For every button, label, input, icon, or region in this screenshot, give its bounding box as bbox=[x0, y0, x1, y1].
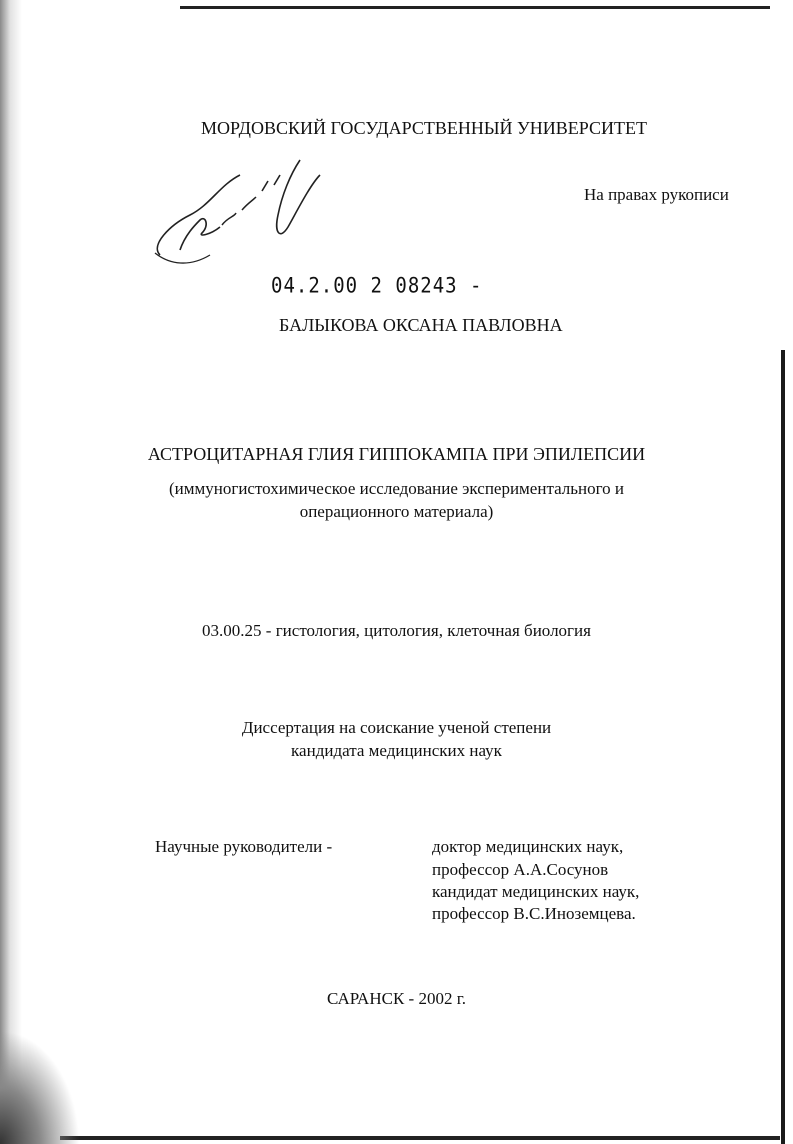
signature bbox=[150, 155, 330, 270]
scan-edge-top bbox=[180, 6, 770, 9]
degree-line-1: Диссертация на соискание ученой степени bbox=[241, 718, 552, 737]
supervisor-line: доктор медицинских наук, bbox=[432, 837, 624, 856]
author-name: БАЛЫКОВА ОКСАНА ПАВЛОВНА bbox=[279, 315, 563, 335]
supervisor-line: профессор В.С.Иноземцева. bbox=[432, 904, 636, 923]
specialty-code: 03.00.25 - гистология, цитология, клеточная биология bbox=[202, 621, 591, 640]
scan-edge-bottom bbox=[60, 1136, 780, 1140]
supervisors-label: Научные руководители - bbox=[155, 837, 333, 856]
degree-line-2: кандидата медицинских наук bbox=[291, 741, 502, 760]
city-year: САРАНСК - 2002 г. bbox=[327, 989, 466, 1008]
registration-number: 04.2.00 2 08243 - bbox=[271, 273, 483, 299]
supervisor-line: кандидат медицинских наук, bbox=[432, 882, 640, 901]
scan-corner-shadow bbox=[0, 1030, 80, 1144]
university-heading: МОРДОВСКИЙ ГОСУДАРСТВЕННЫЙ УНИВЕРСИТЕТ bbox=[201, 118, 647, 138]
subtitle-line-1: (иммуногистохимическое исследование экспериментального и bbox=[168, 479, 625, 498]
supervisor-line: профессор А.А.Сосунов bbox=[432, 860, 609, 879]
manuscript-note: На правах рукописи bbox=[584, 185, 729, 204]
dissertation-title: АСТРОЦИТАРНАЯ ГЛИЯ ГИППОКАМПА ПРИ ЭПИЛЕПСИИ bbox=[147, 444, 646, 464]
scan-shadow-left bbox=[0, 0, 22, 1144]
subtitle-line-2: операционного материала) bbox=[299, 502, 494, 521]
